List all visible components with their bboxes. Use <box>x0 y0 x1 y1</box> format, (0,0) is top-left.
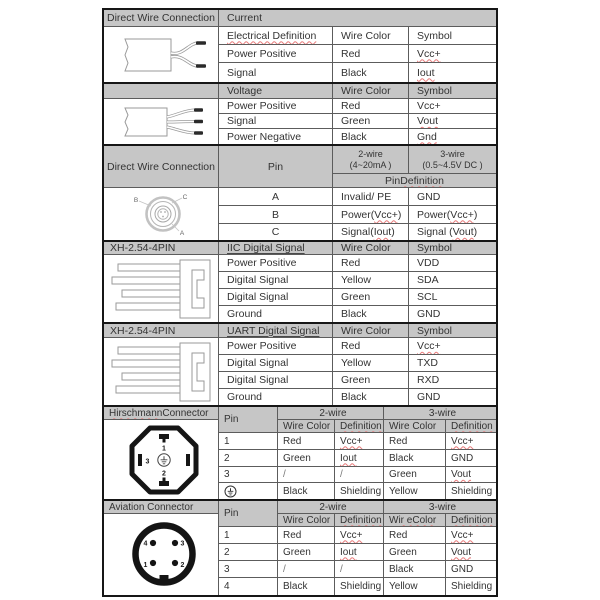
table-cell: Vout <box>409 114 496 129</box>
table-cell: Gnd <box>409 129 496 144</box>
pin-cell: 2 <box>219 544 278 561</box>
table-cell: Red <box>333 45 409 63</box>
table-cell: Power Positive <box>219 255 333 272</box>
aviation-connector-image <box>104 514 219 595</box>
table-cell: Green <box>278 450 335 467</box>
cable-2wire-drawing <box>109 30 213 80</box>
section-pin <box>104 146 496 242</box>
cable-2wire-image <box>104 27 219 82</box>
table-cell: Shielding <box>335 483 384 499</box>
table-cell: Vcc+ <box>409 338 496 355</box>
table-cell: Power Positive <box>219 338 333 355</box>
xh-connector-image <box>104 338 219 405</box>
subheader-wire-color-3wire: W ir eColor <box>384 514 446 527</box>
table-cell: Shielding <box>446 578 496 595</box>
table-cell: GND <box>409 306 496 322</box>
table-cell: Black <box>333 306 409 322</box>
pin-label-a: A <box>179 230 185 237</box>
xh-connector-drawing <box>108 258 214 320</box>
pin-cell: 3 <box>219 561 278 578</box>
subheader-wire-color: Wire Color <box>278 420 335 433</box>
section-hirschmann <box>104 407 496 501</box>
table-cell <box>409 27 496 45</box>
header-symbol: Symbol <box>409 242 496 255</box>
table-cell: Black <box>278 578 335 595</box>
table-cell: RXD <box>409 372 496 389</box>
table-cell: Green <box>278 544 335 561</box>
table-cell: TXD <box>409 355 496 372</box>
pin-label-1: 1 <box>161 445 166 452</box>
pin-label-c: C <box>182 194 188 201</box>
col-header-electrical-definition: Electrical Definition <box>227 29 317 42</box>
table-cell: Green <box>384 544 446 561</box>
table-cell: Red <box>384 433 446 450</box>
header-voltage: Voltage <box>219 84 333 99</box>
section-title-aviation: Aviation Connector <box>104 501 219 514</box>
table-cell: SDA <box>409 272 496 289</box>
xh-connector-image <box>104 255 219 322</box>
table-cell: Signal <box>219 114 333 129</box>
section-voltage <box>104 84 496 146</box>
xh-connector-drawing <box>108 341 214 403</box>
table-cell: Red <box>278 527 335 544</box>
table-cell: Black <box>384 561 446 578</box>
table-cell: Red <box>384 527 446 544</box>
round-connector-drawing <box>119 189 203 239</box>
table-cell: Green <box>333 289 409 306</box>
cable-3wire-image <box>104 99 219 144</box>
table-cell: Ground <box>219 306 333 322</box>
table-cell: Black <box>333 63 409 82</box>
table-cell: Shielding <box>335 578 384 595</box>
table-cell: Iout <box>335 544 384 561</box>
table-cell: Digital Signal <box>219 355 333 372</box>
table-cell: Shielding <box>446 483 496 499</box>
table-cell: Power( Vcc+ ) <box>333 206 409 224</box>
table-cell: Digital Signal <box>219 272 333 289</box>
subheader-definition: Definition <box>446 420 496 433</box>
table-cell: Vcc+ <box>446 433 496 450</box>
col-header-symbol: Symbol <box>417 29 453 42</box>
header-wire-color: Wire Color <box>333 324 409 338</box>
pin-cell: 3 <box>219 467 278 483</box>
table-cell: Black <box>278 483 335 499</box>
table-cell: Black <box>333 129 409 144</box>
table-cell: Ground <box>219 389 333 405</box>
ground-icon <box>224 485 237 498</box>
table-cell: Power Positive <box>219 45 333 63</box>
header-iic: IIC Digital Signal <box>219 242 333 255</box>
table-cell: Power Positive <box>219 99 333 114</box>
table-cell: Digital Signal <box>219 372 333 389</box>
header-uart: UART Digital Signal <box>219 324 333 338</box>
pin-cell: 1 <box>219 527 278 544</box>
subheader-definition: Definition <box>335 514 384 527</box>
header-pin: Pin <box>219 146 333 188</box>
table-cell: Black <box>384 450 446 467</box>
header-2wire: 2-wire <box>278 407 384 420</box>
table-cell: Vout <box>446 544 496 561</box>
subheader-wire-color: Wire Color <box>278 514 335 527</box>
table-cell: SCL <box>409 289 496 306</box>
table-cell: Signal ( Vout ) <box>409 224 496 240</box>
section-aviation <box>104 501 496 595</box>
header-pin-definition: Pin Definition <box>333 174 496 188</box>
header-current-label: Current <box>227 12 263 24</box>
table-cell: Yellow <box>384 578 446 595</box>
table-cell: Black <box>333 389 409 405</box>
section-title-label: Direct Wire Connection <box>107 12 215 24</box>
table-cell: Yellow <box>333 355 409 372</box>
table-cell: Red <box>278 433 335 450</box>
section-title-hirschmann: Hirschmann Connector <box>104 407 219 420</box>
pin-label-3: 3 <box>145 458 149 465</box>
table-cell: Vout <box>446 467 496 483</box>
table-cell: Power( Vcc+ ) <box>409 206 496 224</box>
header-2wire: 2-wire (4~20mA ) <box>333 146 409 174</box>
section-current <box>104 10 496 84</box>
header-3wire: 3-wire (0.5~4.5V DC ) <box>409 146 496 174</box>
section-iic <box>104 242 496 324</box>
subheader-wire-color: Wire Color <box>384 420 446 433</box>
table-cell <box>333 27 409 45</box>
section-title-direct-wire-pin: Direct Wire Connection <box>104 146 219 188</box>
header-3wire: 3-wire <box>384 407 496 420</box>
pin-cell: 1 <box>219 433 278 450</box>
header-current <box>219 10 496 27</box>
pin-label-1: 1 <box>143 561 147 569</box>
header-pin: Pin <box>219 407 278 433</box>
section-uart <box>104 324 496 407</box>
table-cell: Iout <box>409 63 496 82</box>
table-cell: Vcc+ <box>409 99 496 114</box>
subheader-definition: Definition <box>446 514 496 527</box>
pin-cell: 4 <box>219 578 278 595</box>
table-cell: VDD <box>409 255 496 272</box>
table-cell: Yellow <box>333 272 409 289</box>
pin-label-3: 3 <box>180 540 184 547</box>
table-cell: GND <box>409 389 496 405</box>
cable-3wire-drawing <box>109 101 213 143</box>
table-cell: Invalid/ PE <box>333 188 409 206</box>
pin-ground-cell <box>219 483 278 499</box>
col-header-wire-color: Wire Color <box>341 29 391 42</box>
pin-label-2: 2 <box>180 561 184 569</box>
pin-cell: 2 <box>219 450 278 467</box>
pin-label-b: B <box>133 197 139 204</box>
header-wire-color: Wire Color <box>333 84 409 99</box>
header-symbol: Symbol <box>409 324 496 338</box>
section-title-xh-pin: XH-2.54-4PIN <box>104 242 219 255</box>
table-cell: Red <box>333 99 409 114</box>
table-cell: / <box>278 561 335 578</box>
pin-label-2: 2 <box>161 470 166 477</box>
header-2wire: 2-wire <box>278 501 384 514</box>
section-title-xh-pin: XH-2.54-4PIN <box>104 324 219 338</box>
pin-cell: C <box>219 224 333 240</box>
subheader-definition: Definition <box>335 420 384 433</box>
table-cell: Green <box>333 372 409 389</box>
wiring-spec-table <box>102 8 498 597</box>
table-cell: GND <box>446 450 496 467</box>
round-connector-image <box>104 188 219 240</box>
table-cell <box>219 27 333 45</box>
table-cell: GND <box>446 561 496 578</box>
table-cell: Vcc+ <box>335 527 384 544</box>
table-cell: Red <box>333 338 409 355</box>
pin-cell: B <box>219 206 333 224</box>
section-title-direct-wire <box>104 10 219 27</box>
header-pin: Pin <box>219 501 278 527</box>
table-cell: Digital Signal <box>219 289 333 306</box>
table-cell: Signal( Iout ) <box>333 224 409 240</box>
table-cell: / <box>335 467 384 483</box>
table-cell: Vcc+ <box>335 433 384 450</box>
table-cell: Vcc+ <box>446 527 496 544</box>
table-cell: / <box>278 467 335 483</box>
table-cell: Power Negative <box>219 129 333 144</box>
table-cell: / <box>335 561 384 578</box>
table-cell: Iout <box>335 450 384 467</box>
header-3wire: 3-wire <box>384 501 496 514</box>
pin-cell: A <box>219 188 333 206</box>
header-symbol: Symbol <box>409 84 496 99</box>
empty-header-cell <box>104 84 219 99</box>
header-wire-color: Wire Color <box>333 242 409 255</box>
table-cell: Signal <box>219 63 333 82</box>
pin-label-4: 4 <box>143 540 147 547</box>
hirschmann-connector-image <box>104 420 219 499</box>
table-cell: Green <box>384 467 446 483</box>
table-cell: GND <box>409 188 496 206</box>
aviation-connector-drawing <box>127 516 201 594</box>
table-cell: Red <box>333 255 409 272</box>
table-cell: Green <box>333 114 409 129</box>
table-cell: Yellow <box>384 483 446 499</box>
hirschmann-connector-drawing <box>127 423 201 497</box>
table-cell: Vcc+ <box>409 45 496 63</box>
